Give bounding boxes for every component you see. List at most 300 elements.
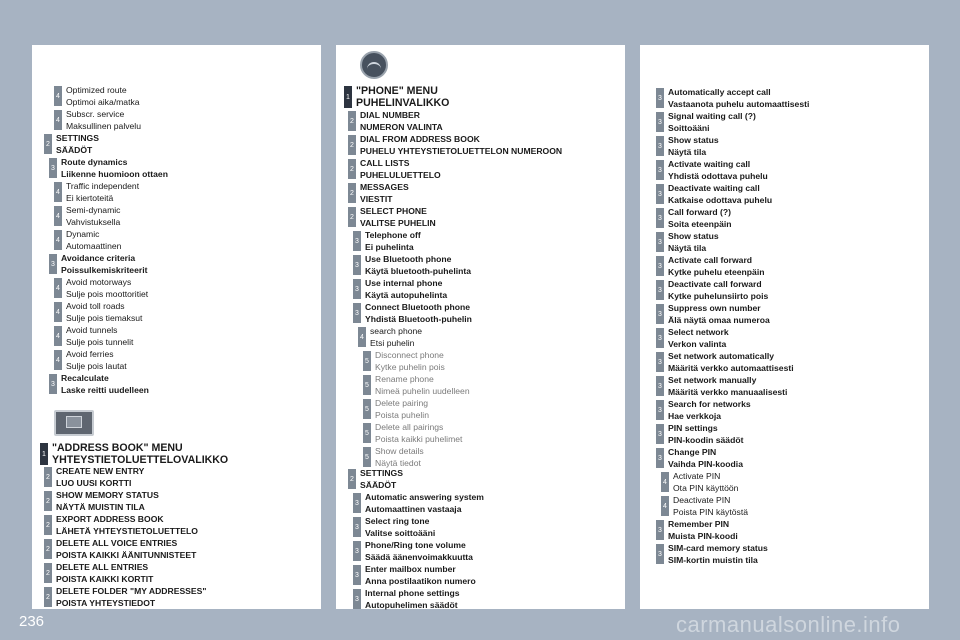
entry-finnish-label: PIN-koodin säädöt <box>668 434 744 445</box>
entry-english-label: Route dynamics <box>61 157 128 167</box>
entry-text <box>673 471 738 494</box>
entry-finnish-label: Säädä äänenvoimakkuutta <box>365 551 473 562</box>
level-badge: 5 <box>363 423 371 443</box>
entry-text <box>668 303 770 326</box>
level-badge: 2 <box>44 467 52 487</box>
menu-entry-level-3 <box>656 447 743 470</box>
entry-english-label: Internal phone settings <box>365 588 460 598</box>
entry-text <box>66 181 139 204</box>
level-badge: 2 <box>44 539 52 559</box>
entry-text <box>365 516 435 539</box>
level-badge: 3 <box>353 541 361 561</box>
entry-english-label: Deactivate call forward <box>668 279 762 289</box>
entry-text <box>668 111 756 134</box>
entry-finnish-label: LUO UUSI KORTTI <box>56 477 132 488</box>
menu-entry-level-3 <box>656 135 719 158</box>
menu-entry-level-4 <box>54 109 141 132</box>
menu-entry-level-2 <box>348 206 436 229</box>
entry-english-label: SETTINGS <box>360 468 403 478</box>
entry-text <box>668 231 719 254</box>
menu-entry-level-2 <box>44 538 196 561</box>
level-badge: 3 <box>353 493 361 513</box>
entry-english-label: "ADDRESS BOOK" MENU <box>52 442 183 454</box>
phone-icon <box>360 51 388 79</box>
entry-english-label: Call forward (?) <box>668 207 732 217</box>
level-badge: 3 <box>656 520 664 540</box>
menu-entry-level-5 <box>363 398 429 421</box>
entry-text <box>56 586 206 609</box>
level-badge: 3 <box>656 184 664 204</box>
level-badge: 5 <box>363 375 371 395</box>
entry-text <box>356 85 449 109</box>
entry-finnish-label: Yhdistä odottava puhelu <box>668 170 768 181</box>
entry-finnish-label: SÄÄDÖT <box>56 144 93 155</box>
entry-finnish-label: SIM-kortin muistin tila <box>668 554 758 565</box>
entry-finnish-label: Vahvistuksella <box>66 216 121 227</box>
page-number: 236 <box>19 613 45 630</box>
level-badge: 3 <box>656 160 664 180</box>
entry-english-label: Disconnect phone <box>375 350 444 360</box>
entry-english-label: Select network <box>668 327 729 337</box>
level-badge: 3 <box>353 303 361 323</box>
entry-finnish-label: Hae verkkoja <box>668 410 722 421</box>
menu-entry-level-3 <box>353 230 421 253</box>
entry-text <box>56 562 153 585</box>
entry-english-label: Rename phone <box>375 374 434 384</box>
entry-text <box>56 538 196 561</box>
menu-entry-level-3 <box>353 302 472 325</box>
entry-finnish-label: Katkaise odottava puhelu <box>668 194 773 205</box>
menu-entry-level-3 <box>656 255 764 278</box>
entry-finnish-label: Käytä bluetooth-puhelinta <box>365 265 471 276</box>
level-badge: 3 <box>353 231 361 251</box>
menu-entry-level-3 <box>656 159 768 182</box>
entry-finnish-label: PUHELINVALIKKO <box>356 97 450 109</box>
level-badge: 4 <box>54 86 62 106</box>
entry-finnish-label: Poista kaikki puhelimet <box>375 433 463 444</box>
entry-finnish-label: Automaattinen vastaaja <box>365 503 462 514</box>
menu-entry-level-2 <box>44 133 99 156</box>
entry-text <box>668 255 764 278</box>
menu-entry-level-4 <box>358 326 422 349</box>
entry-english-label: Delete all pairings <box>375 422 444 432</box>
entry-english-label: DIAL NUMBER <box>360 110 420 120</box>
menu-entry-level-3 <box>353 540 473 563</box>
entry-english-label: Automatic answering system <box>365 492 484 502</box>
menu-entry-level-3 <box>656 399 751 422</box>
menu-entry-level-2 <box>348 182 409 205</box>
entry-text <box>56 466 144 489</box>
entry-english-label: Semi-dynamic <box>66 205 121 215</box>
menu-entry-level-3 <box>49 373 149 396</box>
level-badge: 2 <box>348 135 356 155</box>
entry-english-label: Show details <box>375 446 424 456</box>
level-badge: 2 <box>348 469 356 489</box>
level-badge: 3 <box>353 589 361 609</box>
entry-finnish-label: YHTEYSTIETOLUETTELOVALIKKO <box>52 454 229 466</box>
entry-text <box>375 398 429 421</box>
entry-text <box>668 399 751 422</box>
entry-text <box>365 230 421 253</box>
entry-text <box>66 277 148 300</box>
level-badge: 2 <box>348 111 356 131</box>
entry-finnish-label: Poista PIN käytöstä <box>673 506 748 517</box>
level-badge: 2 <box>348 159 356 179</box>
entry-finnish-label: Vaihda PIN-koodia <box>668 458 743 469</box>
entry-text <box>61 157 168 180</box>
entry-english-label: DELETE ALL VOICE ENTRIES <box>56 538 178 548</box>
menu-entry-level-4 <box>54 205 120 228</box>
menu-entry-level-4 <box>54 277 148 300</box>
entry-english-label: SIM-card memory status <box>668 543 768 553</box>
entry-finnish-label: Maksullinen palvelu <box>66 120 141 131</box>
entry-text <box>365 564 476 587</box>
entry-english-label: Avoidance criteria <box>61 253 136 263</box>
menu-entry-level-4 <box>54 229 121 252</box>
entry-english-label: Show status <box>668 135 719 145</box>
menu-entry-level-5 <box>363 350 445 373</box>
entry-finnish-label: Nimeä puhelin uudelleen <box>375 385 470 396</box>
level-badge: 3 <box>353 517 361 537</box>
level-badge: 3 <box>656 232 664 252</box>
entry-finnish-label: Yhdistä Bluetooth-puhelin <box>365 313 472 324</box>
menu-entry-level-1 <box>40 442 228 466</box>
entry-text <box>668 135 719 158</box>
menu-entry-level-2 <box>348 468 403 491</box>
level-badge: 4 <box>54 326 62 346</box>
entry-finnish-label: Kytke puhelu eteenpäin <box>668 266 765 277</box>
entry-english-label: Search for networks <box>668 399 751 409</box>
level-badge: 3 <box>353 565 361 585</box>
entry-text <box>668 423 743 446</box>
entry-finnish-label: Käytä autopuhelinta <box>365 289 448 300</box>
menu-entry-level-2 <box>44 514 198 537</box>
entry-text <box>668 183 772 206</box>
menu-entry-level-4 <box>661 471 738 494</box>
entry-english-label: Recalculate <box>61 373 109 383</box>
menu-entry-level-3 <box>353 564 476 587</box>
entry-english-label: Avoid tunnels <box>66 325 118 335</box>
entry-text <box>360 182 409 205</box>
entry-text <box>375 422 462 445</box>
menu-entry-level-3 <box>353 278 447 301</box>
entry-english-label: Avoid ferries <box>66 349 114 359</box>
level-badge: 4 <box>54 110 62 130</box>
entry-finnish-label: Sulje pois tunnelit <box>66 336 134 347</box>
menu-entry-level-3 <box>656 423 743 446</box>
entry-english-label: DIAL FROM ADDRESS BOOK <box>360 134 480 144</box>
entry-english-label: Subscr. service <box>66 109 125 119</box>
menu-entry-level-4 <box>54 181 139 204</box>
entry-text <box>668 159 768 182</box>
entry-finnish-label: Näytä tila <box>668 242 707 253</box>
level-badge: 3 <box>656 544 664 564</box>
entry-text <box>668 207 732 230</box>
entry-english-label: Use Bluetooth phone <box>365 254 452 264</box>
entry-text <box>56 133 99 156</box>
menu-entry-level-2 <box>348 110 443 133</box>
entry-finnish-label: Kytke puhelunsiirto pois <box>668 290 769 301</box>
level-badge: 4 <box>54 230 62 250</box>
entry-finnish-label: Muista PIN-koodi <box>668 530 738 541</box>
entry-finnish-label: VIESTIT <box>360 193 393 204</box>
entry-text <box>668 87 809 110</box>
entry-english-label: EXPORT ADDRESS BOOK <box>56 514 164 524</box>
menu-entry-level-3 <box>656 183 772 206</box>
entry-english-label: Activate call forward <box>668 255 753 265</box>
entry-english-label: Traffic independent <box>66 181 140 191</box>
entry-text <box>668 519 738 542</box>
level-badge: 4 <box>358 327 366 347</box>
level-badge: 4 <box>54 302 62 322</box>
level-badge: 2 <box>44 134 52 154</box>
level-badge: 2 <box>44 491 52 511</box>
level-badge: 3 <box>49 158 57 178</box>
entry-english-label: "PHONE" MENU <box>356 85 438 97</box>
level-badge: 3 <box>656 400 664 420</box>
entry-english-label: Avoid toll roads <box>66 301 125 311</box>
menu-entry-level-4 <box>54 325 133 348</box>
menu-entry-level-3 <box>353 516 435 539</box>
entry-finnish-label: LÄHETÄ YHTEYSTIETOLUETTELO <box>56 525 198 536</box>
entry-english-label: Enter mailbox number <box>365 564 456 574</box>
entry-english-label: Avoid motorways <box>66 277 132 287</box>
entry-text <box>365 540 473 563</box>
menu-entry-level-4 <box>661 495 748 518</box>
entry-finnish-label: POISTA KAIKKI KORTIT <box>56 573 154 584</box>
menu-entry-level-3 <box>656 231 719 254</box>
entry-text <box>360 134 562 157</box>
entry-text <box>668 327 729 350</box>
entry-text <box>365 254 471 277</box>
menu-entry-level-3 <box>656 303 770 326</box>
menu-entry-level-3 <box>656 111 756 134</box>
entry-finnish-label: Autopuhelimen säädöt <box>365 599 458 610</box>
entry-finnish-label: PUHELU YHTEYSTIETOLUETTELON NUMEROON <box>360 145 563 156</box>
entry-english-label: SHOW MEMORY STATUS <box>56 490 159 500</box>
level-badge: 3 <box>353 255 361 275</box>
entry-english-label: SETTINGS <box>56 133 99 143</box>
menu-entry-level-2 <box>44 562 153 585</box>
entry-finnish-label: Sulje pois moottoritiet <box>66 288 149 299</box>
entry-finnish-label: Soittoääni <box>668 122 710 133</box>
address-book-icon <box>54 410 94 436</box>
entry-finnish-label: Laske reitti uudelleen <box>61 384 149 395</box>
level-badge: 2 <box>44 563 52 583</box>
entry-finnish-label: Poissulkemiskriteerit <box>61 264 148 275</box>
entry-finnish-label: Määritä verkko automaattisesti <box>668 362 794 373</box>
entry-text <box>360 158 441 181</box>
entry-english-label: Suppress own number <box>668 303 761 313</box>
entry-text <box>375 374 470 397</box>
entry-english-label: Activate waiting call <box>668 159 751 169</box>
entry-text <box>66 109 141 132</box>
entry-finnish-label: NUMERON VALINTA <box>360 121 443 132</box>
entry-finnish-label: PUHELULUETTELO <box>360 169 441 180</box>
entry-finnish-label: Ei kiertoteitä <box>66 192 114 203</box>
level-badge: 2 <box>348 183 356 203</box>
entry-text <box>56 514 198 537</box>
entry-english-label: Remember PIN <box>668 519 730 529</box>
entry-english-label: Delete pairing <box>375 398 429 408</box>
level-badge: 4 <box>54 182 62 202</box>
entry-english-label: SELECT PHONE <box>360 206 427 216</box>
menu-entry-level-2 <box>44 586 206 609</box>
entry-finnish-label: SÄÄDÖT <box>360 479 397 490</box>
level-badge: 4 <box>661 472 669 492</box>
level-badge: 1 <box>40 443 48 465</box>
menu-entry-level-3 <box>656 207 732 230</box>
entry-text <box>365 492 484 515</box>
entry-finnish-label: Sulje pois lautat <box>66 360 127 371</box>
entry-english-label: DELETE ALL ENTRIES <box>56 562 149 572</box>
level-badge: 2 <box>348 207 356 227</box>
entry-text <box>61 253 147 276</box>
menu-entry-level-2 <box>44 490 159 513</box>
entry-finnish-label: POISTA YHTEYSTIEDOT <box>56 597 156 608</box>
level-badge: 4 <box>54 206 62 226</box>
menu-entry-level-3 <box>49 253 147 276</box>
menu-entry-level-4 <box>54 85 140 108</box>
menu-entry-level-5 <box>363 422 462 445</box>
entry-text <box>66 85 140 108</box>
level-badge: 3 <box>656 352 664 372</box>
entry-english-label: Change PIN <box>668 447 717 457</box>
menu-entry-level-4 <box>54 301 142 324</box>
level-badge: 3 <box>353 279 361 299</box>
entry-english-label: Signal waiting call (?) <box>668 111 756 121</box>
entry-finnish-label: Älä näytä omaa numeroa <box>668 314 770 325</box>
entry-english-label: Use internal phone <box>365 278 443 288</box>
entry-text <box>66 301 142 324</box>
menu-entry-level-3 <box>656 519 738 542</box>
entry-finnish-label: Määritä verkko manuaalisesti <box>668 386 788 397</box>
entry-english-label: Show status <box>668 231 719 241</box>
watermark: carmanualsonline.info <box>676 612 901 637</box>
level-badge: 3 <box>656 256 664 276</box>
entry-english-label: Optimized route <box>66 85 127 95</box>
level-badge: 3 <box>656 304 664 324</box>
level-badge: 2 <box>44 515 52 535</box>
entry-finnish-label: Vastaanota puhelu automaattisesti <box>668 98 810 109</box>
level-badge: 4 <box>54 350 62 370</box>
entry-finnish-label: VALITSE PUHELIN <box>360 217 436 228</box>
entry-english-label: Set network manually <box>668 375 757 385</box>
entry-text <box>360 468 403 491</box>
entry-finnish-label: Kytke puhelin pois <box>375 361 445 372</box>
entry-text <box>66 325 133 348</box>
level-badge: 5 <box>363 351 371 371</box>
entry-finnish-label: Valitse soittoääni <box>365 527 436 538</box>
menu-entry-level-3 <box>353 588 460 611</box>
entry-finnish-label: Näytä tiedot <box>375 457 421 468</box>
level-badge: 3 <box>656 88 664 108</box>
entry-finnish-label: Liikenne huomioon ottaen <box>61 168 168 179</box>
entry-english-label: MESSAGES <box>360 182 409 192</box>
menu-entry-level-2 <box>348 158 441 181</box>
entry-text <box>668 447 743 470</box>
entry-finnish-label: Soita eteenpäin <box>668 218 732 229</box>
entry-text <box>66 349 127 372</box>
entry-text <box>66 205 120 228</box>
entry-text <box>360 206 436 229</box>
menu-entry-level-2 <box>44 466 144 489</box>
level-badge: 3 <box>656 280 664 300</box>
menu-entry-level-4 <box>54 349 127 372</box>
menu-entry-level-5 <box>363 374 470 397</box>
entry-finnish-label: Sulje pois tiemaksut <box>66 312 143 323</box>
level-badge: 3 <box>656 112 664 132</box>
entry-english-label: CREATE NEW ENTRY <box>56 466 145 476</box>
entry-english-label: PIN settings <box>668 423 718 433</box>
entry-finnish-label: Ei puhelinta <box>365 241 414 252</box>
entry-text <box>375 350 445 373</box>
menu-entry-level-3 <box>656 327 729 350</box>
entry-text <box>673 495 748 518</box>
entry-english-label: DELETE FOLDER "MY ADDRESSES" <box>56 586 207 596</box>
menu-entry-level-5 <box>363 446 424 469</box>
menu-entry-level-3 <box>353 254 471 277</box>
entry-english-label: search phone <box>370 326 423 336</box>
entry-text <box>365 588 460 611</box>
level-badge: 2 <box>44 587 52 607</box>
entry-finnish-label: Näytä tila <box>668 146 707 157</box>
entry-finnish-label: Etsi puhelin <box>370 337 415 348</box>
entry-english-label: Dynamic <box>66 229 100 239</box>
entry-english-label: Phone/Ring tone volume <box>365 540 466 550</box>
menu-entry-level-3 <box>49 157 168 180</box>
level-badge: 3 <box>656 328 664 348</box>
menu-entry-level-1 <box>344 85 449 109</box>
level-badge: 3 <box>656 136 664 156</box>
entry-text <box>668 375 787 398</box>
entry-english-label: Deactivate waiting call <box>668 183 760 193</box>
level-badge: 3 <box>656 208 664 228</box>
entry-english-label: Set network automatically <box>668 351 775 361</box>
level-badge: 1 <box>344 86 352 108</box>
menu-entry-level-2 <box>348 134 562 157</box>
menu-entry-level-3 <box>656 87 809 110</box>
entry-english-label: Activate PIN <box>673 471 721 481</box>
level-badge: 3 <box>49 254 57 274</box>
entry-finnish-label: Ota PIN käyttöön <box>673 482 739 493</box>
entry-finnish-label: Poista puhelin <box>375 409 429 420</box>
level-badge: 3 <box>656 424 664 444</box>
entry-english-label: Connect Bluetooth phone <box>365 302 471 312</box>
level-badge: 4 <box>661 496 669 516</box>
entry-finnish-label: Optimoi aika/matka <box>66 96 140 107</box>
entry-text <box>375 446 424 469</box>
entry-english-label: Deactivate PIN <box>673 495 731 505</box>
level-badge: 3 <box>49 374 57 394</box>
entry-finnish-label: Automaattinen <box>66 240 122 251</box>
menu-entry-level-3 <box>656 375 787 398</box>
entry-text <box>61 373 149 396</box>
entry-text <box>668 351 794 374</box>
entry-english-label: CALL LISTS <box>360 158 410 168</box>
menu-entry-level-3 <box>656 279 768 302</box>
menu-entry-level-3 <box>656 351 794 374</box>
entry-text <box>668 279 768 302</box>
entry-text <box>365 302 472 325</box>
entry-text <box>360 110 443 133</box>
entry-text <box>52 442 228 466</box>
level-badge: 3 <box>656 448 664 468</box>
level-badge: 5 <box>363 399 371 419</box>
entry-english-label: Telephone off <box>365 230 421 240</box>
entry-text <box>66 229 121 252</box>
level-badge: 3 <box>656 376 664 396</box>
